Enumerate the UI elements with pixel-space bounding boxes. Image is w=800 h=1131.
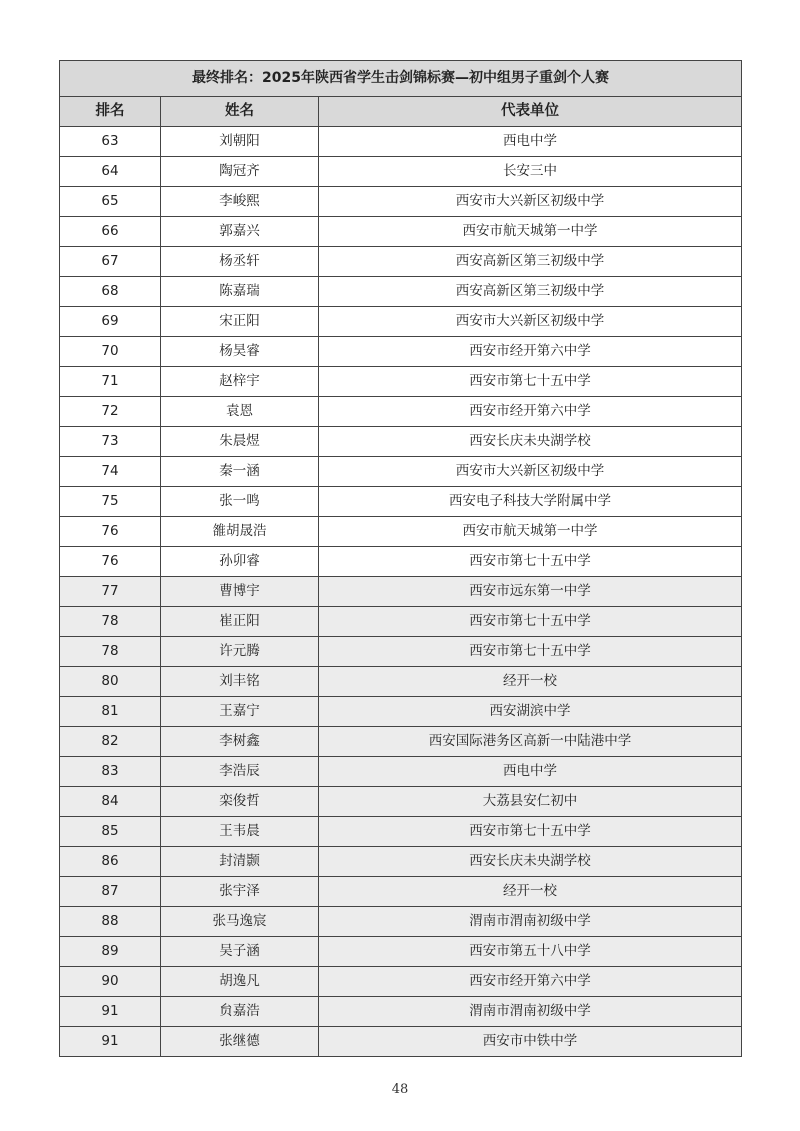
table-row	[60, 157, 742, 187]
unit-cell: 长安三中	[319, 157, 742, 187]
name-cell: 朱晨煜	[161, 427, 319, 457]
name-cell: 宋正阳	[161, 307, 319, 337]
unit-cell: 西安市第七十五中学	[319, 547, 742, 577]
unit-cell: 西安市经开第六中学	[319, 397, 742, 427]
rank-cell: 75	[60, 487, 161, 517]
header-unit: 代表单位	[319, 97, 742, 127]
unit-cell: 西安长庆未央湖学校	[319, 427, 742, 457]
name-cell: 张一鸣	[161, 487, 319, 517]
rank-cell: 78	[60, 637, 161, 667]
rank-cell: 91	[60, 997, 161, 1027]
name-cell: 刘朝阳	[161, 127, 319, 157]
name-cell: 张宇泽	[161, 877, 319, 907]
rank-cell: 80	[60, 667, 161, 697]
table-row	[60, 277, 742, 307]
unit-cell: 渭南市渭南初级中学	[319, 997, 742, 1027]
table-row	[60, 1027, 742, 1057]
unit-cell: 西安市第七十五中学	[319, 637, 742, 667]
name-cell: 赵梓宇	[161, 367, 319, 397]
unit-cell: 经开一校	[319, 667, 742, 697]
unit-cell: 西安市远东第一中学	[319, 577, 742, 607]
name-cell: 贠嘉浩	[161, 997, 319, 1027]
name-cell: 胡逸凡	[161, 967, 319, 997]
name-cell: 刘丰铭	[161, 667, 319, 697]
name-cell: 崔正阳	[161, 607, 319, 637]
name-cell: 王嘉宁	[161, 697, 319, 727]
unit-cell: 西安高新区第三初级中学	[319, 277, 742, 307]
table-row	[60, 397, 742, 427]
name-cell: 雒胡晟浩	[161, 517, 319, 547]
rank-cell: 89	[60, 937, 161, 967]
rank-cell: 86	[60, 847, 161, 877]
rank-cell: 73	[60, 427, 161, 457]
unit-cell: 西安长庆未央湖学校	[319, 847, 742, 877]
page-number: 48	[391, 1082, 409, 1097]
rank-cell: 85	[60, 817, 161, 847]
name-cell: 王韦晨	[161, 817, 319, 847]
name-cell: 袁恩	[161, 397, 319, 427]
unit-cell: 西安市大兴新区初级中学	[319, 307, 742, 337]
name-cell: 张马逸宸	[161, 907, 319, 937]
rank-cell: 81	[60, 697, 161, 727]
unit-cell: 西安国际港务区高新一中陆港中学	[319, 727, 742, 757]
name-cell: 栾俊哲	[161, 787, 319, 817]
name-cell: 杨昊睿	[161, 337, 319, 367]
unit-cell: 西安市大兴新区初级中学	[319, 187, 742, 217]
table-row	[60, 667, 742, 697]
table-row	[60, 187, 742, 217]
ranking-table	[59, 60, 742, 1057]
table-row	[60, 457, 742, 487]
unit-cell: 西安市第七十五中学	[319, 367, 742, 397]
unit-cell: 西安电子科技大学附属中学	[319, 487, 742, 517]
rank-cell: 76	[60, 547, 161, 577]
name-cell: 陈嘉瑞	[161, 277, 319, 307]
rank-cell: 82	[60, 727, 161, 757]
unit-cell: 西安湖滨中学	[319, 697, 742, 727]
name-cell: 李浩辰	[161, 757, 319, 787]
table-row	[60, 907, 742, 937]
name-cell: 秦一涵	[161, 457, 319, 487]
unit-cell: 西电中学	[319, 127, 742, 157]
table-row	[60, 697, 742, 727]
unit-cell: 渭南市渭南初级中学	[319, 907, 742, 937]
table-row	[60, 607, 742, 637]
rank-cell: 77	[60, 577, 161, 607]
table-row	[60, 727, 742, 757]
table-row	[60, 937, 742, 967]
name-cell: 郭嘉兴	[161, 217, 319, 247]
name-cell: 许元腾	[161, 637, 319, 667]
rank-cell: 87	[60, 877, 161, 907]
header-rank: 排名	[60, 97, 161, 127]
header-row	[60, 97, 742, 127]
rank-cell: 70	[60, 337, 161, 367]
rank-cell: 78	[60, 607, 161, 637]
unit-cell: 西安市经开第六中学	[319, 337, 742, 367]
table-title: 最终排名：2025年陕西省学生击剑锦标赛—初中组男子重剑个人赛	[60, 61, 742, 97]
unit-cell: 西安市大兴新区初级中学	[319, 457, 742, 487]
unit-cell: 大荔县安仁初中	[319, 787, 742, 817]
table-row	[60, 997, 742, 1027]
table-body	[60, 127, 742, 1057]
rank-cell: 67	[60, 247, 161, 277]
unit-cell: 经开一校	[319, 877, 742, 907]
rank-cell: 84	[60, 787, 161, 817]
name-cell: 封清颢	[161, 847, 319, 877]
table-row	[60, 487, 742, 517]
unit-cell: 西电中学	[319, 757, 742, 787]
table-row	[60, 877, 742, 907]
ranking-table-container	[59, 60, 741, 1057]
rank-cell: 90	[60, 967, 161, 997]
rank-cell: 69	[60, 307, 161, 337]
table-row	[60, 307, 742, 337]
table-row	[60, 577, 742, 607]
header-name: 姓名	[161, 97, 319, 127]
rank-cell: 83	[60, 757, 161, 787]
rank-cell: 68	[60, 277, 161, 307]
table-row	[60, 217, 742, 247]
unit-cell: 西安市经开第六中学	[319, 967, 742, 997]
unit-cell: 西安高新区第三初级中学	[319, 247, 742, 277]
table-row	[60, 247, 742, 277]
unit-cell: 西安市第七十五中学	[319, 607, 742, 637]
rank-cell: 71	[60, 367, 161, 397]
table-row	[60, 127, 742, 157]
name-cell: 孙卯睿	[161, 547, 319, 577]
table-row	[60, 427, 742, 457]
rank-cell: 76	[60, 517, 161, 547]
unit-cell: 西安市第五十八中学	[319, 937, 742, 967]
table-row	[60, 847, 742, 877]
rank-cell: 72	[60, 397, 161, 427]
table-title-row	[60, 61, 742, 97]
table-row	[60, 367, 742, 397]
unit-cell: 西安市中铁中学	[319, 1027, 742, 1057]
table-row	[60, 637, 742, 667]
name-cell: 李峻熙	[161, 187, 319, 217]
table-row	[60, 817, 742, 847]
rank-cell: 91	[60, 1027, 161, 1057]
rank-cell: 88	[60, 907, 161, 937]
rank-cell: 63	[60, 127, 161, 157]
name-cell: 杨丞轩	[161, 247, 319, 277]
name-cell: 李树鑫	[161, 727, 319, 757]
name-cell: 曹博宇	[161, 577, 319, 607]
name-cell: 陶冠齐	[161, 157, 319, 187]
table-row	[60, 547, 742, 577]
name-cell: 吴子涵	[161, 937, 319, 967]
rank-cell: 65	[60, 187, 161, 217]
unit-cell: 西安市航天城第一中学	[319, 517, 742, 547]
name-cell: 张继德	[161, 1027, 319, 1057]
table-row	[60, 517, 742, 547]
unit-cell: 西安市航天城第一中学	[319, 217, 742, 247]
table-row	[60, 337, 742, 367]
unit-cell: 西安市第七十五中学	[319, 817, 742, 847]
table-row	[60, 967, 742, 997]
table-row	[60, 787, 742, 817]
rank-cell: 66	[60, 217, 161, 247]
rank-cell: 74	[60, 457, 161, 487]
table-row	[60, 757, 742, 787]
rank-cell: 64	[60, 157, 161, 187]
